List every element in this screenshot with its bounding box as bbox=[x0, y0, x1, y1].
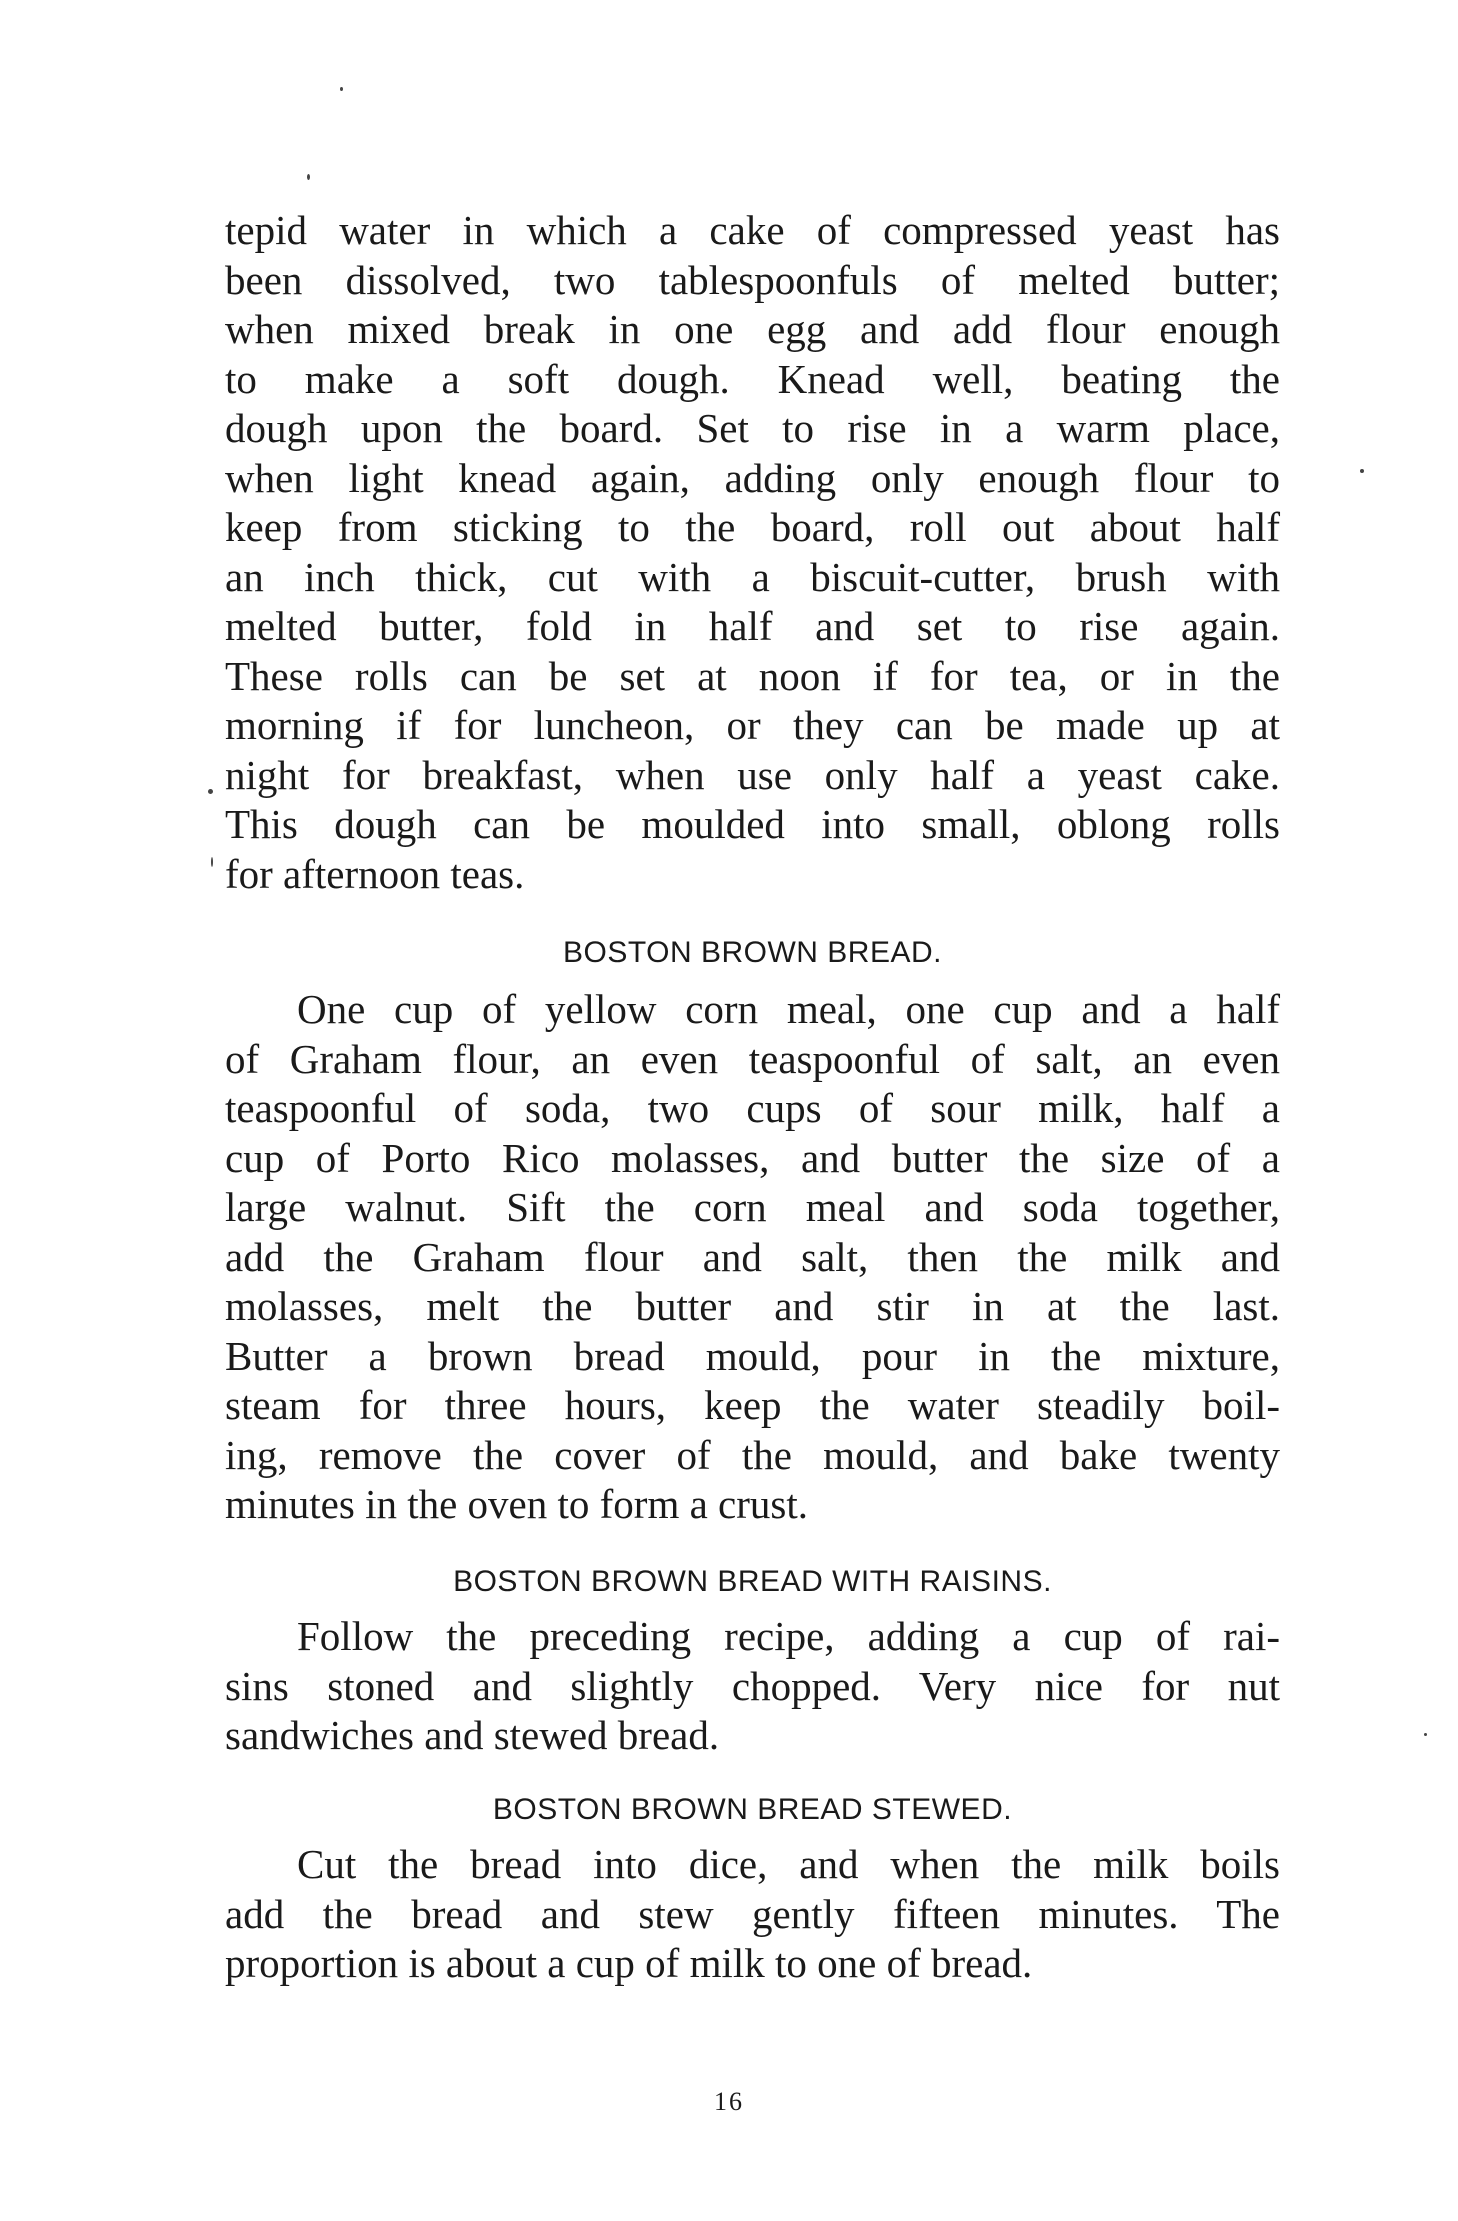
text-line: sandwiches and stewed bread. bbox=[225, 1712, 720, 1758]
text-line: large walnut. Sift the corn meal and soda together, bbox=[225, 1184, 1280, 1230]
recipe-body bbox=[225, 985, 1280, 1530]
intro-paragraph bbox=[225, 206, 1280, 899]
text-line: proportion is about a cup of milk to one of bread. bbox=[225, 1940, 1033, 1986]
text-line: add the Graham flour and salt, then the milk and bbox=[225, 1233, 1280, 1280]
text-line: dough upon the board. Set to rise in a warm place, bbox=[225, 405, 1280, 451]
print-speck bbox=[211, 857, 213, 867]
text-line: These rolls can be set at noon if for tea, or in the bbox=[225, 652, 1280, 699]
text-line: of Graham flour, an even teaspoonful of salt, an even bbox=[225, 1035, 1280, 1082]
text-line: Cut the bread into dice, and when the milk boils bbox=[297, 1841, 1280, 1887]
text-line: tepid water in which a cake of compressed yeast has bbox=[225, 207, 1280, 253]
page-number: 16 bbox=[714, 2087, 744, 2116]
text-line: steam for three hours, keep the water steadily boil- bbox=[225, 1382, 1280, 1428]
text-line: when mixed break in one egg and add flour enough bbox=[225, 306, 1280, 352]
text-line: to make a soft dough. Knead well, beating the bbox=[225, 355, 1280, 402]
print-speck bbox=[307, 174, 310, 180]
text-line: teaspoonful of soda, two cups of sour milk, half a bbox=[225, 1085, 1280, 1131]
text-line: add the bread and stew gently fifteen minutes. The bbox=[225, 1890, 1280, 1937]
print-speck bbox=[1360, 469, 1364, 473]
print-speck bbox=[208, 789, 213, 794]
text-line: cup of Porto Rico molasses, and butter the size of a bbox=[225, 1134, 1280, 1181]
text-line: sins stoned and slightly chopped. Very nice for nut bbox=[225, 1662, 1280, 1709]
text-line: Butter a brown bread mould, pour in the mixture, bbox=[225, 1332, 1280, 1379]
text-line: been dissolved, two tablespoonfuls of melted butter; bbox=[225, 256, 1280, 303]
text-line: an inch thick, cut with a biscuit-cutter, brush with bbox=[225, 553, 1280, 600]
print-speck bbox=[1424, 1733, 1427, 1736]
text-line: Follow the preceding recipe, adding a cup of rai- bbox=[297, 1613, 1280, 1659]
recipe-heading: BOSTON BROWN BREAD WITH RAISINS. bbox=[453, 1565, 1052, 1598]
text-line: molasses, melt the butter and stir in at the last. bbox=[225, 1283, 1280, 1329]
text-line: for afternoon teas. bbox=[225, 850, 525, 897]
recipe-heading: BOSTON BROWN BREAD. bbox=[563, 936, 942, 969]
recipe-heading: BOSTON BROWN BREAD STEWED. bbox=[492, 1793, 1013, 1826]
text-line: when light knead again, adding only enough flour to bbox=[225, 454, 1280, 501]
print-speck bbox=[340, 87, 343, 91]
text-line: keep from sticking to the board, roll out about half bbox=[225, 504, 1280, 550]
text-line: This dough can be moulded into small, oblong rolls bbox=[225, 801, 1280, 847]
text-line: minutes in the oven to form a crust. bbox=[225, 1481, 808, 1527]
text-line: melted butter, fold in half and set to rise again. bbox=[225, 603, 1280, 649]
text-line: One cup of yellow corn meal, one cup and a half bbox=[297, 986, 1280, 1032]
text-line: night for breakfast, when use only half a yeast cake. bbox=[225, 751, 1280, 798]
text-line: ing, remove the cover of the mould, and bake twenty bbox=[225, 1431, 1280, 1478]
recipe-body bbox=[225, 1840, 1280, 1989]
recipe-body bbox=[225, 1612, 1280, 1761]
text-line: morning if for luncheon, or they can be made up at bbox=[225, 702, 1280, 748]
